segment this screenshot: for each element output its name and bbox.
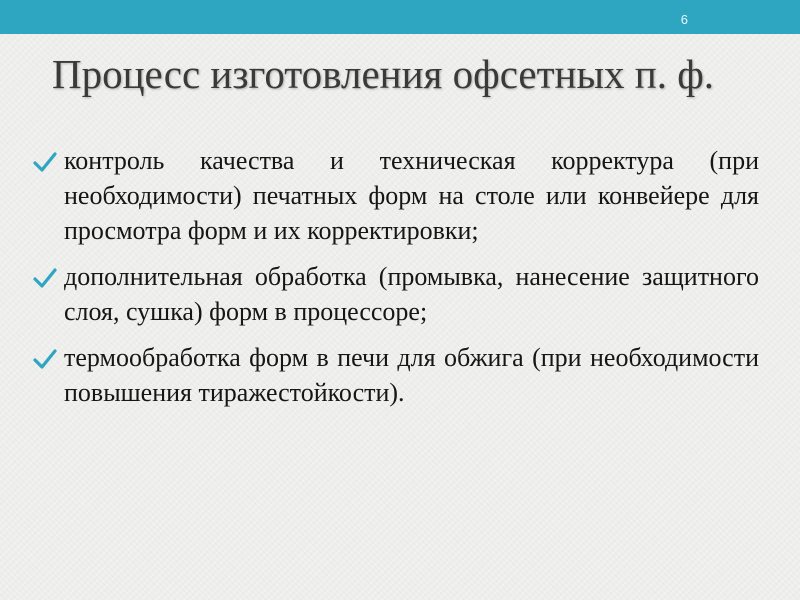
bullet-text: термообработка форм в печи для обжига (при необходимости повышения тиражестойкости). (64, 343, 759, 407)
check-icon (33, 348, 57, 370)
check-icon (33, 151, 57, 173)
bullet-text: дополнительная обработка (промывка, нанесение защитного слоя, сушка) форм в процессоре; (64, 262, 759, 326)
check-icon (33, 267, 57, 289)
bullet-item (32, 143, 759, 248)
bullet-item (32, 259, 759, 329)
slide-title: Процесс изготовления офсетных п. ф. (52, 51, 715, 97)
bullet-item (32, 340, 759, 410)
slide-number: 6 (680, 12, 688, 27)
bullet-list (32, 143, 759, 421)
bullet-text: контроль качества и техническая корректура (при необходимости) печатных форм на столе или конвейере для просмотра форм и их корректировки; (64, 146, 759, 245)
header-bar (0, 0, 800, 34)
